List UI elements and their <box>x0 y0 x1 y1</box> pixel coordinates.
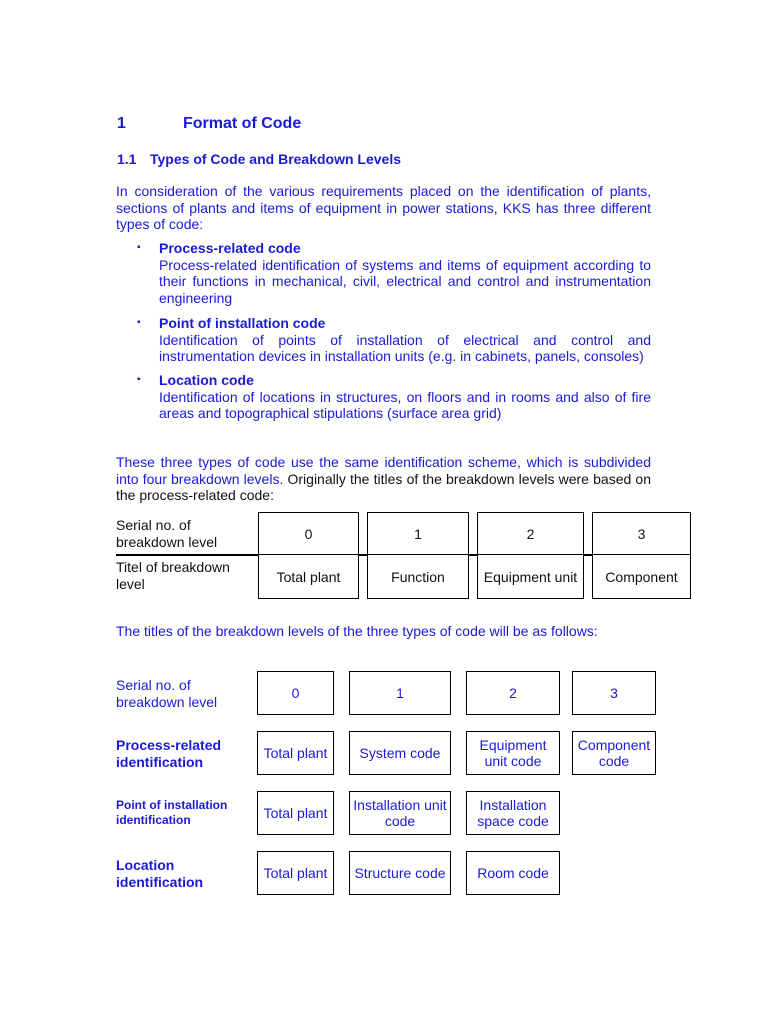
table1-title-label: Titel of breakdown level <box>116 559 230 592</box>
table1-title-cell: Function <box>367 554 469 599</box>
table2-process-cell: Total plant <box>257 731 334 775</box>
table2-location-cell: Total plant <box>257 851 334 895</box>
table1-serial-cell: 2 <box>477 512 584 556</box>
bullet-square-icon: ▪ <box>137 242 141 253</box>
table1-serial-cell: 0 <box>258 512 359 556</box>
table2-process-label: Process-related identification <box>116 737 222 770</box>
table2-install-cell: Installation space code <box>466 791 560 835</box>
bullet-point-of-installation <box>116 315 651 367</box>
table2-serial-cell: 2 <box>466 671 560 715</box>
table2-location-cell: Structure code <box>349 851 451 895</box>
table2-process-cell: Component code <box>572 731 656 775</box>
scheme-text-blue: These three types of code use the same identification scheme, which is subdivided into four breakdown levels. <box>116 454 651 487</box>
table2-process-cell: System code <box>349 731 451 775</box>
table1-title-cell: Component <box>592 554 691 599</box>
table1-serial-cell: 1 <box>367 512 469 556</box>
table1-title-cell: Equipment unit <box>477 554 584 599</box>
table2-install-cell: Installation unit code <box>349 791 451 835</box>
bullet-title: Process-related code <box>159 240 301 256</box>
intro-paragraph: In consideration of the various requirements placed on the identification of plants, sections of plants and items of equipment in power stations, KKS has three different types of code: <box>116 183 651 233</box>
table2-serial-cell: 3 <box>572 671 656 715</box>
bullet-square-icon: ▪ <box>137 374 141 385</box>
bullet-text: Process-related identification of systems and items of equipment according to their functions in mechanical, civil, electrical and control and instrumentation engineering <box>159 256 651 306</box>
subsection-heading <box>117 151 401 167</box>
bullet-process-related <box>116 240 651 310</box>
bullet-square-icon: ▪ <box>137 317 141 328</box>
bullet-text: Identification of points of installation of electrical and control and instrumentation devices in installation units (e.g. in cabinets, panels, consoles) <box>159 331 651 365</box>
bullet-title: Location code <box>159 372 254 388</box>
table1-serial-cell: 3 <box>592 512 691 556</box>
table2-location-label: Location identification <box>116 857 204 890</box>
section-number: 1 <box>117 115 126 132</box>
table2-install-label: Point of installation identification <box>116 798 228 827</box>
table2-serial-label: Serial no. of breakdown level <box>116 677 218 710</box>
table2-location-cell: Room code <box>466 851 560 895</box>
table1-serial-label: Serial no. of breakdown level <box>116 517 218 550</box>
bullet-title: Point of installation code <box>159 315 326 331</box>
section-title: Format of Code <box>183 115 302 132</box>
titles-paragraph: The titles of the breakdown levels of the three types of code will be as follows: <box>116 623 598 639</box>
table1-title-cell: Total plant <box>258 554 359 599</box>
table2-install-cell: Total plant <box>257 791 334 835</box>
scheme-text-black: Originally the titles of the breakdown levels were based on the process-related code: <box>116 470 651 504</box>
table2-process-cell: Equipment unit code <box>466 731 560 775</box>
bullet-location <box>116 372 651 424</box>
scheme-paragraph <box>116 454 651 504</box>
table2-serial-cell: 1 <box>349 671 451 715</box>
bullet-text: Identification of locations in structures, on floors and in rooms and also of fire areas and topographical stipulations (surface area grid) <box>159 388 651 422</box>
table2-serial-cell: 0 <box>257 671 334 715</box>
subsection-title: Types of Code and Breakdown Levels <box>150 151 402 167</box>
subsection-number: 1.1 <box>117 151 137 167</box>
